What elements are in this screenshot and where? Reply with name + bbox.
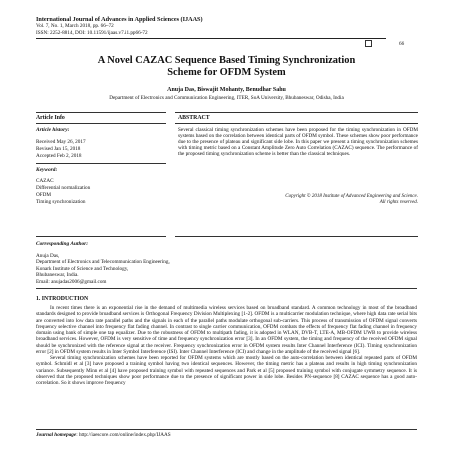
abstract-text: Several classical timing synchronization schemes have been proposed for the timing synchronization in OFDM systems based on the correlation between identical parts of OFDM symbol. These schemes show poor performance due to the presence of plateau and significant side lobe. In this paper we present a timing synchronization schemes with timing metric based on a Constant Amplitude Zero Auto Correlation (CAZAC) sequence. The performance of the proposed timing synchronization scheme is better than the classical techniques. [178, 127, 418, 158]
introduction-paragraph-2: Several timing synchronization schemes have been reported for OFDM systems which are mostly based on the auto-correlation between identical repeated parts of OFDM symbol. Schmidl et al [3] have proposed a training symbol having two identical sequences. However, the timing metric has a plateau and results in high timing synchronization variance. Subsequently Minn et al [4] have proposed training symbol with repeated sequences and Park et al [5] proposed training symbol with conjugate symmetry sequence. It is observed that the proposed techniques show poor performance due to the presence of significant power in side lobe. Besides PN-sequence [8] CAZAC sequence has a good auto-correlation. So it shows improve frequency [36, 355, 417, 386]
abstract-bottom-rule [175, 236, 418, 237]
abstract-sub-rule [175, 123, 418, 124]
corresponding-line: Anuja Das, [36, 253, 60, 259]
received-date: Received May 26, 2017 [36, 139, 86, 145]
corresponding-label: Corresponding Author: [36, 241, 89, 247]
authors: Anuja Das, Biswajit Mohanty, Benudhar Sahu [167, 87, 286, 93]
corresponding-line: Konark Institute of Science and Technology, [36, 265, 129, 272]
info-sub-rule [36, 123, 166, 124]
copyright-line-1: Copyright © 2018 Institute of Advanced Engineering and Science. [285, 194, 418, 199]
keyword-label: Keyword: [36, 167, 58, 173]
homepage-link[interactable]: : http://iaescore.com/online/index.php/IJAAS [76, 432, 171, 438]
title-line-1: A Novel CAZAC Sequence Based Timing Synchronization [97, 55, 356, 66]
keyword-rule [36, 163, 166, 164]
abstract-heading: ABSTRACT [178, 115, 210, 121]
author-bottom-rule [36, 288, 417, 289]
title-line-2: Scheme for OFDM System [167, 67, 286, 79]
footer-rule [36, 429, 417, 430]
corresponding-line: Department of Electronics and Telecommunication Engineering, [36, 259, 170, 266]
keyword-item: Differential normalization [36, 185, 91, 191]
revised-date: Revised Jan 15, 2018 [36, 146, 81, 152]
article-info-heading: Article Info [36, 115, 65, 121]
journal-name: International Journal of Advances in Applied Sciences (IJAAS) [36, 16, 203, 23]
copyright [178, 194, 418, 206]
journal-volume: Vol. 7, No. 1, March 2018, pp. 66~72 [36, 23, 114, 29]
corresponding-details [36, 253, 170, 285]
accepted-date: Accepted Feb 2, 2018 [36, 153, 82, 159]
introduction-body [36, 305, 417, 386]
homepage-label: Journal homepage [36, 432, 77, 438]
page-number: 66 [399, 41, 405, 47]
header-rule [36, 38, 386, 39]
journal-homepage [36, 432, 171, 438]
info-top-rule [36, 112, 166, 113]
journal-logo-icon [365, 40, 372, 47]
corresponding-email: Email: anujadas2006@gmail.com [36, 278, 107, 285]
paper-title [36, 55, 417, 79]
corresponding-line: Bhubaneswar, India. [36, 272, 79, 279]
introduction-paragraph-1: In recent times there is an exponential rise in the demand of multimedia wireless services based on broadband standard. A common technology in most of the broadband standards designed to provide broadband services is Orthogonal Frequency Division Multiplexing [1-2]. OFDM is a multicarrier modulation technique, where high data rate serial bits are converted into low data rate parallel paths and the signals in each of the parallel paths modulate orthogonal sub-carriers. This process of transmission of OFDM signal converts frequency selective channel into frequency flat fading channel. In contrast to single carrier communication, OFDM combats the effects of frequency flat fading channel in frequency domain using bank of simple one tap equalizer. Due to the robustness of OFDM to multipath fading, it is adopted in WLAN, DVB-T, LTE-A, MB-OFDM UWB to provide wireless broadband services. However, OFDM is very sensitive of time and frequency synchronization error [3]. In an OFDM system, the timing and frequency of the received OFDM signal should be synchronized with the reference signal at the receiver. Frequency synchronization error in OFDM system results Inter Channel Interference (ICI). Timing synchronization error [2] in OFDM system results in Inter Symbol Interference (ISI). Inter Channel Interference (ICI) and change in the amplitude of the received signal [6]. [36, 305, 417, 355]
keyword-item: CAZAC [36, 178, 54, 184]
affiliation: Department of Electronics and Communication Engineering, ITER, SoA University, Bhubaneswar, Odisha, India [109, 95, 344, 101]
info-bottom-rule [36, 236, 166, 237]
keyword-item: Timing synchronization [36, 199, 86, 205]
keyword-item: OFDM [36, 192, 51, 198]
copyright-line-2: All rights reserved. [379, 200, 418, 205]
article-history-label: Article history: [36, 127, 70, 133]
introduction-heading: 1. INTRODUCTION [36, 296, 89, 302]
journal-issn: ISSN: 2252-8814, DOI: 10.11591/ijaas.v7.i1.pp66-72 [36, 30, 148, 36]
abstract-top-rule [175, 112, 418, 113]
